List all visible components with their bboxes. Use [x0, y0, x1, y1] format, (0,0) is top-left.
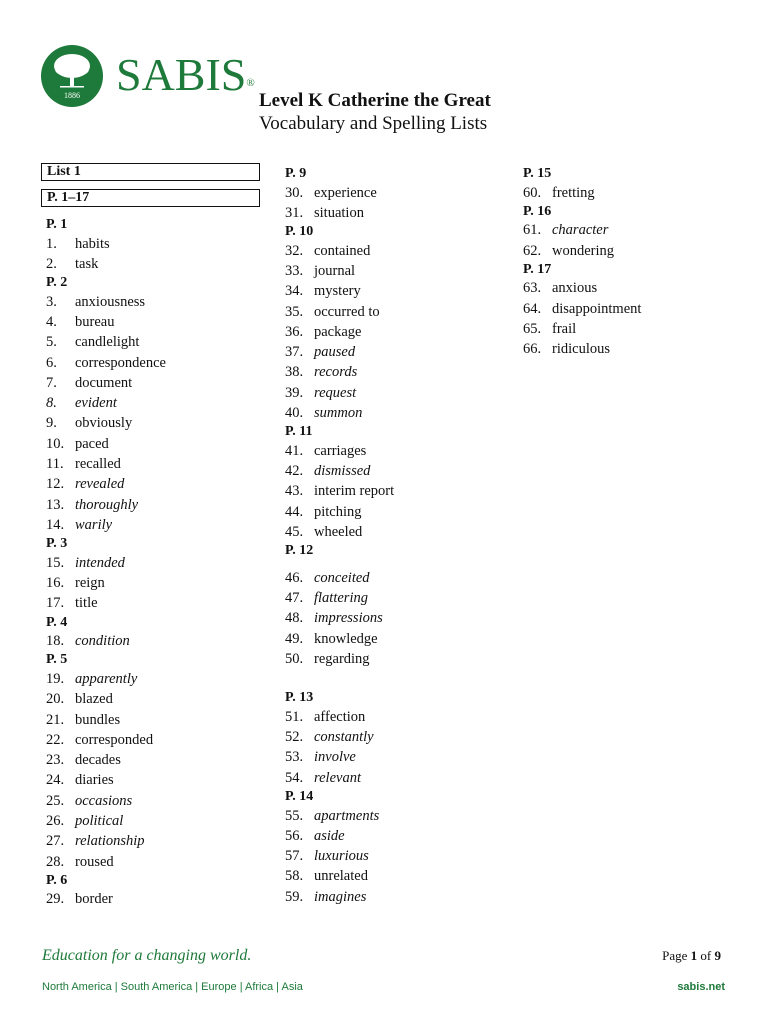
vocab-word: impressions	[314, 610, 383, 627]
vocab-number: 59.	[285, 888, 304, 905]
vocab-number: 45.	[285, 524, 304, 540]
vocab-number: 50.	[285, 651, 304, 667]
vocab-number: 51.	[285, 708, 304, 725]
vocab-word: knowledge	[314, 630, 378, 647]
vocab-word: anxiousness	[75, 293, 146, 310]
section-heading: P. 14	[285, 789, 314, 804]
vocab-item	[46, 435, 109, 453]
vocab-word: thoroughly	[75, 496, 139, 513]
section-heading: P. 12	[285, 543, 314, 559]
vocab-word: bureau	[75, 313, 115, 330]
vocab-word: occasions	[75, 792, 133, 809]
vocab-number: 30.	[285, 184, 304, 201]
vocab-item	[523, 300, 641, 318]
vocab-item	[285, 363, 357, 381]
vocab-word: carriages	[314, 442, 367, 459]
vocab-word: wheeled	[314, 524, 363, 540]
page-of: of	[700, 948, 712, 963]
vocab-number: 7.	[46, 374, 57, 391]
vocab-item	[285, 847, 369, 865]
section-heading: P. 15	[523, 166, 552, 181]
vocab-item	[285, 708, 365, 726]
vocab-item	[46, 354, 166, 372]
vocab-item	[523, 221, 608, 239]
page-total: 9	[714, 948, 721, 963]
vocab-item	[46, 554, 125, 572]
vocab-number: 64.	[523, 300, 542, 317]
vocab-word: contained	[314, 242, 371, 259]
vocab-number: 65.	[523, 321, 542, 337]
vocab-word: apparently	[75, 670, 138, 687]
vocab-word: experience	[314, 184, 377, 201]
vocab-word: intended	[75, 554, 125, 571]
section-heading: P. 3	[46, 536, 68, 552]
vocab-item	[285, 650, 370, 668]
vocab-number: 33.	[285, 262, 304, 279]
page-current: 1	[690, 948, 698, 963]
vocab-number: 10.	[46, 435, 65, 452]
page-range-box: P. 1–17	[41, 189, 260, 207]
vocab-word: condition	[75, 633, 130, 650]
vocab-number: 53.	[285, 749, 304, 766]
vocab-word: unrelated	[314, 868, 368, 885]
vocab-word: corresponded	[75, 731, 154, 748]
vocab-word: affection	[314, 708, 366, 725]
logo-year: 1886	[64, 91, 80, 100]
vocab-number: 38.	[285, 364, 304, 381]
page-indicator	[662, 948, 721, 964]
vocab-word: imagines	[314, 888, 367, 905]
vocab-item	[46, 475, 124, 493]
vocab-item	[46, 574, 105, 592]
vocab-number: 12.	[46, 476, 65, 493]
vocab-number: 52.	[285, 729, 304, 746]
vocab-item	[285, 343, 355, 361]
vocab-word: package	[314, 323, 362, 340]
vocab-number: 23.	[46, 752, 65, 769]
vocab-number: 11.	[46, 456, 64, 472]
vocab-item	[46, 812, 123, 830]
section-heading: P. 5	[46, 652, 68, 668]
vocab-item	[46, 333, 139, 351]
vocab-word: evident	[75, 395, 117, 412]
vocab-word: pitching	[314, 503, 362, 520]
vocab-item	[285, 807, 379, 825]
section-heading: P. 16	[523, 203, 552, 219]
vocab-item	[523, 184, 595, 202]
page-prefix: Page	[662, 948, 688, 963]
vocab-word: fretting	[552, 184, 595, 201]
vocab-item	[285, 323, 362, 341]
brand-name	[116, 50, 255, 100]
vocab-number: 66.	[523, 341, 542, 358]
vocab-number: 24.	[46, 772, 65, 789]
vocab-word: summon	[314, 405, 363, 421]
vocab-item	[285, 630, 378, 648]
vocab-word: request	[314, 384, 357, 401]
vocab-item	[46, 711, 120, 729]
footer-site-link[interactable]: sabis.net	[677, 981, 725, 993]
vocab-word: journal	[314, 262, 356, 279]
vocab-number: 22.	[46, 731, 65, 748]
vocab-number: 34.	[285, 283, 304, 300]
vocab-number: 49.	[285, 630, 304, 647]
vocab-word: luxurious	[314, 848, 369, 865]
vocab-item	[46, 771, 114, 789]
vocab-word: character	[552, 222, 609, 239]
vocab-number: 8.	[46, 395, 57, 412]
vocab-item	[285, 303, 380, 321]
vocab-word: revealed	[75, 476, 125, 493]
section-heading: P. 4	[46, 614, 68, 630]
section-heading: P. 17	[523, 261, 552, 277]
vocab-word: aside	[314, 827, 345, 844]
vocab-number: 54.	[285, 769, 304, 786]
vocab-item	[285, 384, 356, 402]
vocab-word: anxious	[552, 280, 598, 297]
vocab-word: conceited	[314, 569, 370, 586]
vocab-item	[46, 853, 114, 871]
vocab-word: recalled	[75, 456, 121, 472]
vocab-number: 4.	[46, 313, 57, 330]
vocab-number: 1.	[46, 235, 57, 252]
vocab-word: dismissed	[314, 463, 371, 480]
vocab-item	[46, 293, 145, 311]
vocab-word: mystery	[314, 283, 361, 300]
vocab-word: task	[75, 255, 99, 272]
vocab-number: 31.	[285, 204, 304, 221]
vocab-item	[523, 279, 597, 297]
vocab-word: document	[75, 374, 133, 391]
vocab-number: 43.	[285, 483, 304, 500]
vocab-number: 56.	[285, 827, 304, 844]
vocab-number: 20.	[46, 691, 65, 708]
vocab-item	[523, 340, 610, 358]
vocab-word: reign	[75, 575, 105, 591]
vocab-item	[285, 184, 377, 202]
registered-mark: ®	[246, 77, 255, 89]
vocab-word: title	[75, 595, 98, 612]
vocab-number: 28.	[46, 853, 65, 870]
vocab-number: 29.	[46, 891, 65, 908]
vocab-number: 37.	[285, 344, 304, 361]
sabis-logo-icon	[41, 45, 103, 107]
vocab-item	[46, 792, 132, 810]
vocab-item	[523, 320, 576, 338]
vocab-number: 6.	[46, 354, 57, 371]
vocab-number: 15.	[46, 554, 65, 571]
vocab-word: frail	[552, 321, 577, 337]
vocab-number: 32.	[285, 242, 304, 259]
vocab-item	[46, 374, 132, 392]
vocab-word: records	[314, 364, 358, 381]
section-heading: P. 10	[285, 224, 314, 240]
vocab-number: 17.	[46, 595, 65, 612]
vocab-word: situation	[314, 204, 364, 221]
footer-slogan: Education for a changing world.	[42, 947, 252, 964]
page-title: Level K Catherine the Great	[259, 90, 491, 111]
vocab-number: 58.	[285, 868, 304, 885]
vocab-item	[285, 888, 366, 906]
vocab-number: 47.	[285, 590, 304, 607]
vocab-word: wondering	[552, 242, 615, 259]
vocab-number: 25.	[46, 792, 65, 809]
vocab-item	[285, 242, 370, 260]
vocab-number: 40.	[285, 405, 304, 421]
vocab-item	[46, 516, 112, 534]
vocab-number: 46.	[285, 569, 304, 586]
vocab-item	[46, 731, 153, 749]
vocab-word: interim report	[314, 483, 395, 500]
vocab-item	[285, 404, 362, 422]
vocab-item	[285, 827, 345, 845]
section-heading: P. 13	[285, 690, 314, 706]
vocab-word: paused	[314, 344, 356, 361]
vocab-word: flattering	[314, 590, 368, 607]
vocab-word: involve	[314, 749, 356, 766]
brand-text: SABIS	[116, 49, 247, 100]
vocab-word: bundles	[75, 711, 121, 728]
section-heading: P. 9	[285, 166, 307, 181]
vocab-number: 62.	[523, 242, 542, 259]
vocab-word: correspondence	[75, 354, 166, 371]
vocab-word: ridiculous	[552, 341, 610, 358]
vocab-item	[285, 728, 374, 746]
vocab-number: 36.	[285, 323, 304, 340]
vocab-number: 57.	[285, 848, 304, 865]
vocab-item	[46, 414, 132, 432]
vocab-item	[285, 204, 364, 222]
vocab-number: 60.	[523, 184, 542, 201]
vocab-word: apartments	[314, 807, 380, 824]
vocab-item	[285, 262, 355, 280]
vocab-number: 61.	[523, 222, 542, 239]
vocab-number: 48.	[285, 610, 304, 627]
vocab-number: 63.	[523, 280, 542, 297]
vocab-item	[523, 242, 614, 260]
vocab-item	[46, 632, 130, 650]
vocab-item	[46, 832, 145, 850]
vocab-item	[285, 569, 370, 587]
page-subtitle: Vocabulary and Spelling Lists	[259, 113, 488, 134]
vocab-item	[285, 282, 361, 300]
vocab-item	[46, 235, 110, 253]
vocab-number: 44.	[285, 503, 304, 520]
vocab-number: 9.	[46, 415, 57, 432]
vocab-item	[46, 394, 117, 412]
section-heading: P. 11	[285, 424, 313, 440]
vocab-word: warily	[75, 516, 113, 533]
vocab-word: occurred to	[314, 303, 380, 320]
vocab-item	[285, 503, 362, 521]
vocab-item	[285, 867, 368, 885]
vocab-number: 41.	[285, 442, 304, 459]
vocab-item	[46, 890, 113, 908]
vocab-item	[285, 769, 361, 787]
vocab-number: 3.	[46, 293, 57, 310]
vocab-item	[285, 482, 394, 500]
vocab-word: diaries	[75, 772, 114, 789]
vocab-word: relationship	[75, 833, 145, 850]
vocab-number: 13.	[46, 496, 65, 513]
vocab-item	[285, 589, 368, 607]
vocab-item	[46, 455, 121, 473]
vocab-item	[285, 609, 383, 627]
vocab-number: 19.	[46, 670, 65, 687]
section-heading: P. 1	[46, 217, 68, 232]
vocab-item	[46, 670, 137, 688]
vocab-item	[285, 442, 366, 460]
vocab-number: 2.	[46, 255, 57, 272]
vocab-word: relevant	[314, 769, 361, 786]
vocab-number: 55.	[285, 807, 304, 824]
vocab-item	[46, 690, 113, 708]
vocab-number: 27.	[46, 833, 65, 850]
vocab-item	[46, 751, 121, 769]
vocab-number: 21.	[46, 711, 65, 728]
vocab-number: 14.	[46, 516, 65, 533]
vocab-word: regarding	[314, 651, 370, 667]
vocab-number: 35.	[285, 303, 304, 320]
vocab-item	[46, 594, 98, 612]
vocab-number: 16.	[46, 575, 65, 591]
vocab-word: disappointment	[552, 300, 642, 317]
vocab-item	[46, 255, 98, 273]
vocab-word: habits	[75, 235, 110, 252]
section-heading: P. 2	[46, 275, 68, 291]
vocab-item	[46, 313, 114, 331]
footer-regions: North America | South America | Europe | Africa | Asia	[42, 981, 303, 993]
section-heading: P. 6	[46, 872, 68, 888]
vocab-item	[285, 523, 362, 541]
vocab-word: decades	[75, 752, 121, 769]
vocab-item	[285, 748, 356, 766]
vocab-number: 18.	[46, 633, 65, 650]
vocab-item	[285, 462, 370, 480]
vocab-item	[46, 496, 138, 514]
vocab-number: 26.	[46, 813, 65, 829]
vocab-number: 39.	[285, 384, 304, 401]
vocab-word: border	[75, 891, 113, 908]
vocab-word: constantly	[314, 729, 374, 746]
list-label-box: List 1	[41, 163, 260, 181]
vocab-word: roused	[75, 853, 114, 870]
vocab-word: paced	[75, 435, 109, 452]
vocab-word: blazed	[75, 691, 113, 708]
vocab-word: candlelight	[75, 334, 140, 351]
vocab-word: obviously	[75, 415, 133, 432]
vocab-number: 42.	[285, 463, 304, 480]
vocab-number: 5.	[46, 334, 57, 351]
vocab-word: political	[75, 813, 124, 829]
